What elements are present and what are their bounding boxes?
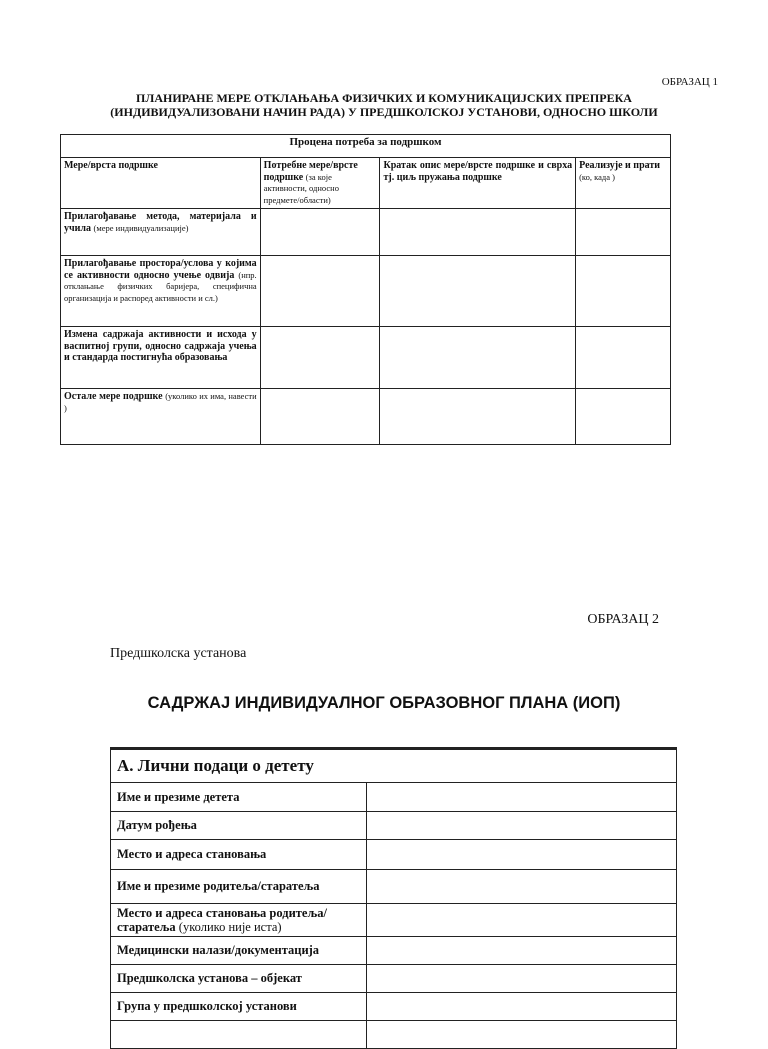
row-label-text: Остале мере подршке bbox=[64, 391, 163, 402]
col-header-responsible bbox=[576, 158, 671, 209]
form2-title: САДРЖАЈ ИНДИВИДУАЛНОГ ОБРАЗОВНОГ ПЛАНА (ИОП) bbox=[147, 694, 621, 712]
field-group-value[interactable] bbox=[367, 993, 677, 1021]
empty-cell[interactable] bbox=[260, 209, 380, 256]
row-label-note: (уколико их има, навести ) bbox=[64, 391, 257, 413]
table-row bbox=[111, 812, 677, 840]
field-parent-address-text: Место и адреса становања родитеља/старатеља bbox=[117, 906, 327, 934]
field-birth-date-label: Датум рођења bbox=[111, 812, 367, 840]
form2-label: ОБРАЗАЦ 2 bbox=[587, 612, 659, 627]
preschool-label: Предшколска установа bbox=[110, 646, 247, 661]
field-group-label: Група у предшколској установи bbox=[111, 993, 367, 1021]
empty-cell[interactable] bbox=[380, 327, 576, 389]
form1-title-line2: (ИНДИВИДУАЛИЗОВАНИ НАЧИН РАДА) У ПРЕДШКОЛСКОЈ УСТАНОВИ, ОДНОСНО ШКОЛИ bbox=[110, 105, 658, 119]
row-label-space bbox=[61, 256, 261, 327]
personal-data-table bbox=[110, 747, 677, 1049]
field-parent-address-note: (уколико није иста) bbox=[178, 920, 282, 934]
support-measures-table bbox=[60, 134, 671, 445]
field-parent-name-value[interactable] bbox=[367, 870, 677, 904]
row-label-text: Прилагођавање метода, материјала и учила bbox=[64, 211, 257, 234]
form1-label: ОБРАЗАЦ 1 bbox=[661, 76, 718, 88]
form1-title-line1: ПЛАНИРАНЕ МЕРЕ ОТКЛАЊАЊА ФИЗИЧКИХ И КОМУНИКАЦИЈСКИХ ПРЕПРЕКА bbox=[136, 91, 632, 105]
empty-cell[interactable] bbox=[380, 389, 576, 445]
field-parent-name-label: Име и презиме родитеља/старатеља bbox=[111, 870, 367, 904]
empty-cell[interactable] bbox=[380, 209, 576, 256]
field-address-label: Место и адреса становања bbox=[111, 840, 367, 870]
field-child-name-label: Име и презиме детета bbox=[111, 783, 367, 812]
row-label-note: (нпр. отклањање физичких баријера, специфична организација и распоред активности и сл.) bbox=[64, 269, 257, 303]
table-header-row bbox=[61, 158, 671, 209]
col-header-needed-note: (за које активности, односно предмете/области) bbox=[263, 171, 339, 205]
table-row bbox=[111, 783, 677, 812]
table-row bbox=[111, 993, 677, 1021]
table-row bbox=[61, 389, 671, 445]
empty-cell[interactable] bbox=[260, 327, 380, 389]
table-row bbox=[111, 840, 677, 870]
row-label-text: Измена садржаја активности и исхода у васпитној групи, односно садржаја учења и стандарда постигнућа образовања bbox=[64, 329, 257, 363]
field-birth-date-value[interactable] bbox=[367, 812, 677, 840]
table-row bbox=[111, 965, 677, 993]
table-row bbox=[61, 327, 671, 389]
field-child-name-value[interactable] bbox=[367, 783, 677, 812]
table-row bbox=[111, 904, 677, 937]
col-header-needed bbox=[260, 158, 380, 209]
table-caption: Процена потреба за подршком bbox=[61, 135, 671, 158]
row-label-content bbox=[61, 327, 261, 389]
col-header-responsible-label: Реализује и прати bbox=[579, 160, 661, 171]
row-label-methods bbox=[61, 209, 261, 256]
field-medical-value[interactable] bbox=[367, 937, 677, 965]
empty-cell[interactable] bbox=[576, 389, 671, 445]
table-row bbox=[111, 937, 677, 965]
field-next-label bbox=[111, 1021, 367, 1049]
empty-cell[interactable] bbox=[576, 256, 671, 327]
field-medical-label: Медицински налази/документација bbox=[111, 937, 367, 965]
row-label-other bbox=[61, 389, 261, 445]
table-row bbox=[111, 1021, 677, 1049]
field-parent-address-value[interactable] bbox=[367, 904, 677, 937]
field-address-value[interactable] bbox=[367, 840, 677, 870]
table-row bbox=[61, 256, 671, 327]
field-next-value[interactable] bbox=[367, 1021, 677, 1049]
section-a-heading: А. Лични подаци о детету bbox=[111, 749, 677, 783]
col-header-responsible-note: (ко, када ) bbox=[579, 171, 615, 182]
col-header-description: Кратак опис мере/врсте подршке и сврха тј. циљ пружања подршке bbox=[380, 158, 576, 209]
row-label-text: Прилагођавање простора/услова у којима се активности односно учење одвија bbox=[64, 258, 257, 281]
empty-cell[interactable] bbox=[380, 256, 576, 327]
row-label-note: (мере индивидуализације) bbox=[93, 222, 189, 233]
empty-cell[interactable] bbox=[576, 327, 671, 389]
field-preschool-building-value[interactable] bbox=[367, 965, 677, 993]
field-preschool-building-label: Предшколска установа – објекат bbox=[111, 965, 367, 993]
field-parent-address-label bbox=[111, 904, 367, 937]
table-row bbox=[111, 870, 677, 904]
empty-cell[interactable] bbox=[260, 256, 380, 327]
form1-title bbox=[0, 91, 768, 119]
col-header-measures: Мере/врста подршке bbox=[61, 158, 261, 209]
empty-cell[interactable] bbox=[260, 389, 380, 445]
col-header-needed-label: Потребне мере/врсте подршке bbox=[263, 160, 358, 183]
empty-cell[interactable] bbox=[576, 209, 671, 256]
table-row bbox=[61, 209, 671, 256]
